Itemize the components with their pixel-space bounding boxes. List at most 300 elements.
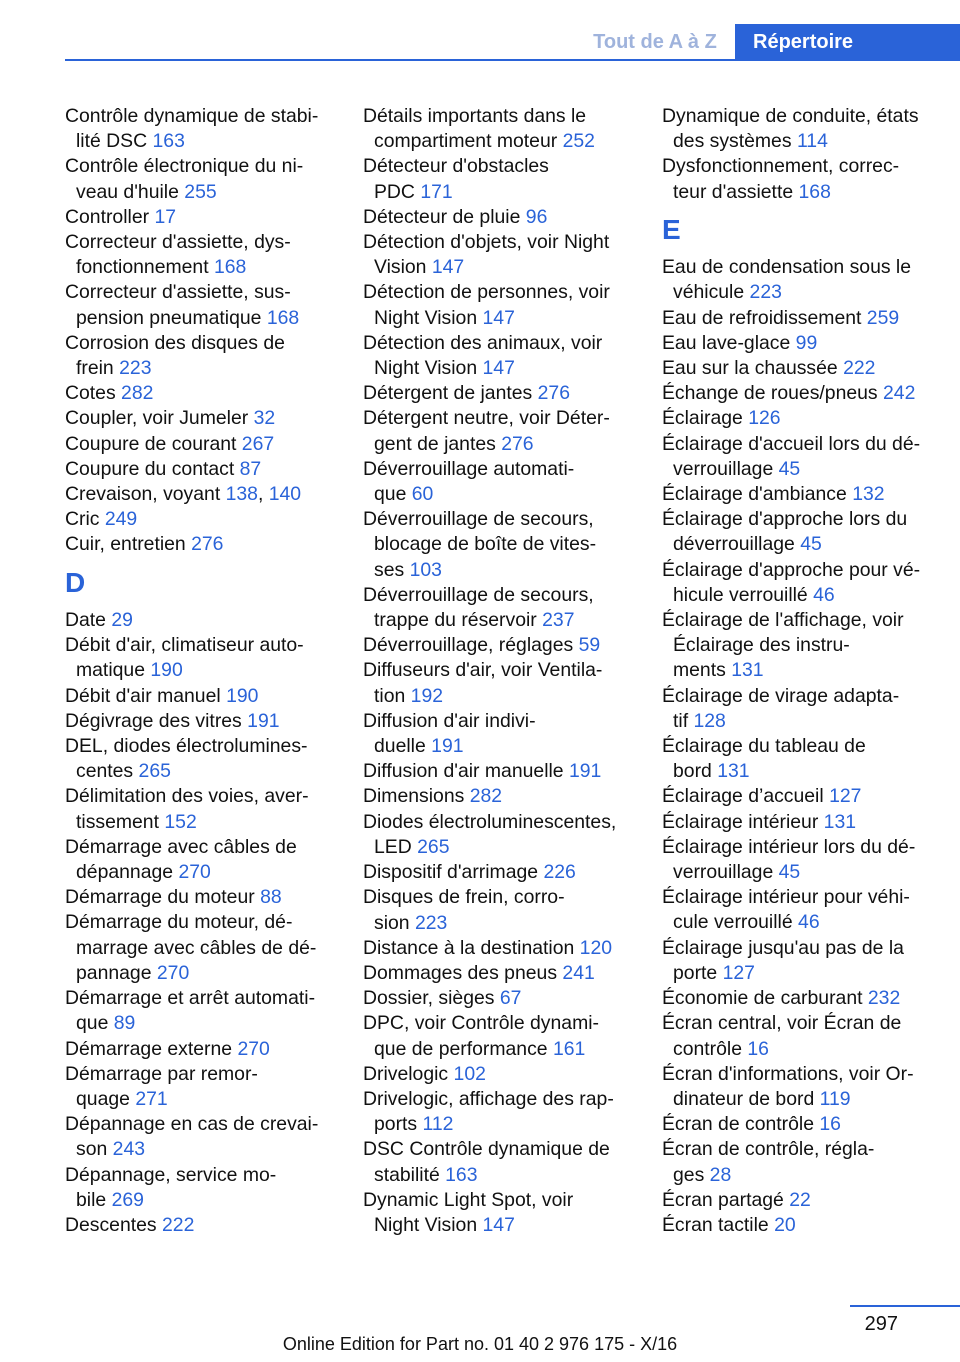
index-entry-text: Déverrouillage de secours, bbox=[363, 583, 594, 606]
index-section-letter: E bbox=[662, 213, 681, 245]
index-entry-text: que bbox=[374, 483, 407, 506]
page-reference-link[interactable]: 60 bbox=[411, 483, 434, 506]
index-entry-text: Éclairage bbox=[662, 407, 743, 430]
index-entry bbox=[662, 684, 934, 709]
index-entry-text: ses bbox=[374, 558, 405, 581]
page-reference-link[interactable]: 270 bbox=[156, 961, 190, 984]
index-entry-text: Écran de contrôle, régla- bbox=[662, 1138, 875, 1161]
index-entry bbox=[363, 583, 635, 608]
index-entry-text: Débit d'air, climatiseur auto- bbox=[65, 634, 304, 657]
page-reference-link[interactable]: 114 bbox=[796, 130, 828, 153]
index-entry-continuation bbox=[65, 759, 337, 784]
index-entry bbox=[65, 154, 337, 179]
page-reference-link[interactable]: 147 bbox=[482, 357, 515, 380]
index-entry-text: Détection d'objets, voir Night bbox=[363, 231, 610, 254]
page-reference-link[interactable]: 17 bbox=[154, 205, 177, 228]
index-entry-text: Éclairage de virage adapta- bbox=[662, 684, 900, 707]
index-entry-text: Échange de roues/pneus bbox=[662, 382, 878, 405]
index-entry bbox=[65, 709, 337, 734]
page-reference-link[interactable]: 192 bbox=[410, 684, 444, 707]
index-entry-text: Cuir, entretien bbox=[65, 533, 186, 556]
index-entry-text: que bbox=[76, 1012, 109, 1035]
index-entry bbox=[65, 633, 337, 658]
index-column-1 bbox=[65, 104, 337, 1238]
page-reference-link[interactable]: 223 bbox=[119, 357, 152, 380]
index-entry-text: Night Vision bbox=[374, 357, 478, 380]
index-entry bbox=[662, 1188, 934, 1213]
page-reference-link[interactable]: 191 bbox=[247, 709, 280, 732]
index-entry bbox=[363, 810, 635, 835]
index-entry-text: tion bbox=[374, 684, 406, 707]
index-entry-text: ports bbox=[374, 1113, 418, 1136]
page-reference-link[interactable]: 190 bbox=[226, 684, 259, 707]
index-entry-text: Éclairage d’accueil bbox=[662, 785, 824, 808]
index-entry-text: ments bbox=[673, 659, 726, 682]
page-reference-link[interactable]: 87 bbox=[239, 457, 262, 480]
index-entry bbox=[662, 810, 934, 835]
page-reference-link[interactable]: 222 bbox=[162, 1213, 195, 1236]
page-reference-link[interactable]: 132 bbox=[852, 483, 885, 506]
index-entry-text: teur d'assiette bbox=[673, 180, 794, 203]
index-entry bbox=[662, 986, 934, 1011]
index-entry-continuation bbox=[363, 255, 635, 280]
index-entry bbox=[363, 709, 635, 734]
index-entry-continuation bbox=[65, 810, 337, 835]
index-entry-text: Déverrouillage, réglages bbox=[363, 634, 574, 657]
page-reference-link[interactable]: 147 bbox=[431, 256, 465, 279]
index-entry bbox=[363, 406, 635, 431]
index-entry-continuation bbox=[363, 482, 635, 507]
index-entry-text: trappe du réservoir bbox=[374, 609, 537, 632]
index-entry-continuation bbox=[662, 180, 934, 205]
index-entry-continuation bbox=[65, 1011, 337, 1036]
page-reference-link[interactable]: 127 bbox=[722, 961, 755, 984]
page-reference-link[interactable]: 168 bbox=[213, 256, 247, 279]
page-reference-link[interactable]: 168 bbox=[798, 180, 831, 203]
index-entry-text: Dispositif d'arrimage bbox=[363, 861, 539, 884]
index-section-letter: D bbox=[65, 566, 86, 598]
index-entry bbox=[65, 432, 337, 457]
index-entry-continuation bbox=[662, 457, 934, 482]
index-entry bbox=[662, 356, 934, 381]
page-reference-link[interactable]: 126 bbox=[748, 407, 781, 430]
index-entry bbox=[662, 255, 934, 280]
index-entry-text: Éclairage de l'affichage, voir bbox=[662, 609, 904, 632]
index-entry-text: Éclairage d'ambiance bbox=[662, 483, 847, 506]
index-entry bbox=[363, 331, 635, 356]
page-reference-link[interactable]: 16 bbox=[747, 1037, 769, 1060]
page-reference-link[interactable]: 271 bbox=[135, 1087, 168, 1110]
page-reference-link[interactable]: 102 bbox=[453, 1062, 486, 1085]
page-reference-link[interactable]: 190 bbox=[150, 659, 183, 682]
index-entry-text: Eau de refroidissement bbox=[662, 306, 862, 329]
index-entry bbox=[363, 507, 635, 532]
index-entry bbox=[363, 230, 635, 255]
index-entry-text: stabilité bbox=[374, 1163, 440, 1186]
page-reference-link[interactable]: 163 bbox=[445, 1163, 478, 1186]
page-reference-link[interactable]: 168 bbox=[266, 306, 300, 329]
page-reference-link[interactable]: 29 bbox=[111, 609, 133, 632]
index-entry-continuation bbox=[363, 180, 635, 205]
index-entry bbox=[65, 1213, 337, 1238]
index-entry-text: Dommages des pneus bbox=[363, 961, 558, 984]
index-entry bbox=[363, 885, 635, 910]
index-entry-continuation bbox=[662, 280, 934, 305]
tab-tout-de-a-a-z[interactable]: Tout de A à Z bbox=[593, 31, 717, 53]
index-entry bbox=[65, 507, 337, 532]
index-entry-text: Éclairage intérieur bbox=[662, 810, 819, 833]
page-reference-link[interactable]: 138 bbox=[225, 483, 258, 506]
index-entry-text: Démarrage et arrêt automati- bbox=[65, 987, 316, 1010]
index-entry-text: Distance à la destination bbox=[363, 936, 575, 959]
page-reference-link[interactable]: 171 bbox=[420, 180, 453, 203]
page-reference-link[interactable]: 140 bbox=[268, 483, 302, 506]
index-entry-continuation bbox=[65, 306, 337, 331]
index-entry bbox=[662, 432, 934, 457]
page-reference-link[interactable]: 131 bbox=[731, 659, 764, 682]
page-reference-link[interactable]: 270 bbox=[178, 861, 211, 884]
index-entry-text: ges bbox=[673, 1163, 705, 1186]
index-entry bbox=[65, 734, 337, 759]
page-reference-link[interactable]: 112 bbox=[422, 1113, 454, 1136]
page-reference-link[interactable]: 22 bbox=[789, 1188, 811, 1211]
index-entry bbox=[65, 532, 337, 557]
index-entry-text: bord bbox=[673, 760, 712, 783]
index-entry-text: DEL, diodes électrolumines- bbox=[65, 735, 308, 758]
index-entry-text: Date bbox=[65, 609, 106, 632]
index-entry-text: Éclairage d'approche pour vé- bbox=[662, 558, 921, 581]
index-entry-text: Démarrage avec câbles de bbox=[65, 835, 297, 858]
index-entry-continuation bbox=[363, 734, 635, 759]
index-entry bbox=[65, 1062, 337, 1087]
page-reference-link[interactable]: 147 bbox=[482, 306, 515, 329]
index-entry-continuation bbox=[65, 860, 337, 885]
page-reference-link[interactable]: 147 bbox=[482, 1213, 515, 1236]
index-entry-text: Éclairage jusqu'au pas de la bbox=[662, 936, 904, 959]
index-entry-text: Coupure de courant bbox=[65, 432, 237, 455]
index-entry bbox=[662, 104, 934, 129]
index-entry-text: Coupure du contact bbox=[65, 457, 235, 480]
page-reference-link[interactable]: 59 bbox=[578, 634, 601, 657]
page-reference-link[interactable]: 46 bbox=[813, 583, 835, 606]
index-entry-text: Diffusion d'air indivi- bbox=[363, 709, 536, 732]
index-entry-continuation bbox=[65, 1188, 337, 1213]
index-entry-text: tif bbox=[673, 709, 689, 732]
index-entry-text: Éclairage des instru- bbox=[673, 634, 850, 657]
page-reference-link[interactable]: 282 bbox=[469, 785, 503, 808]
index-entry-text: gent de jantes bbox=[374, 432, 496, 455]
index-entry-text: Contrôle électronique du ni- bbox=[65, 155, 304, 178]
page-reference-link[interactable]: 267 bbox=[241, 432, 275, 455]
index-entry-continuation bbox=[662, 633, 934, 658]
page-reference-link[interactable]: 243 bbox=[112, 1138, 146, 1161]
page-reference-link[interactable]: 119 bbox=[819, 1087, 851, 1110]
page-reference-link[interactable]: 45 bbox=[778, 457, 801, 480]
index-entry-continuation bbox=[363, 532, 635, 557]
page-reference-link[interactable]: 269 bbox=[111, 1188, 144, 1211]
page-reference-link[interactable]: 265 bbox=[417, 835, 450, 858]
index-entry-continuation bbox=[363, 558, 635, 583]
index-entry-text: Déverrouillage automati- bbox=[363, 457, 575, 480]
index-entry-text: contrôle bbox=[673, 1037, 742, 1060]
index-entry bbox=[65, 406, 337, 431]
index-entry bbox=[65, 684, 337, 709]
index-entry-text: quage bbox=[76, 1087, 130, 1110]
index-entry-text: Éclairage intérieur lors du dé- bbox=[662, 835, 916, 858]
index-entry-continuation bbox=[363, 432, 635, 457]
index-entry-text: Diffuseurs d'air, voir Ventila- bbox=[363, 659, 603, 682]
index-entry-text: Eau lave-glace bbox=[662, 331, 791, 354]
index-entry-text: Dysfonctionnement, correc- bbox=[662, 155, 900, 178]
index-entry bbox=[662, 381, 934, 406]
index-entry-text: Détergent neutre, voir Déter- bbox=[363, 407, 610, 430]
index-entry-continuation bbox=[662, 532, 934, 557]
index-entry bbox=[662, 331, 934, 356]
index-entry-continuation bbox=[662, 860, 934, 885]
page-reference-link[interactable]: 67 bbox=[499, 987, 522, 1010]
index-entry-continuation bbox=[662, 1163, 934, 1188]
index-entry-continuation bbox=[65, 180, 337, 205]
page-reference-link[interactable]: 276 bbox=[537, 382, 570, 405]
index-entry bbox=[363, 154, 635, 179]
index-entry bbox=[363, 633, 635, 658]
index-entry-text: Détecteur de pluie bbox=[363, 205, 521, 228]
page-reference-link[interactable]: 152 bbox=[164, 810, 197, 833]
index-entry-text: Écran tactile bbox=[662, 1213, 769, 1236]
index-entry bbox=[65, 1163, 337, 1188]
page-reference-link[interactable]: 223 bbox=[749, 281, 782, 304]
index-entry bbox=[662, 784, 934, 809]
index-entry-continuation bbox=[65, 961, 337, 986]
tab-repertoire[interactable]: Répertoire bbox=[735, 24, 960, 61]
index-column-2 bbox=[363, 104, 635, 1238]
index-entry bbox=[662, 482, 934, 507]
index-column-3 bbox=[662, 104, 934, 1238]
index-entry-text: Dimensions bbox=[363, 785, 465, 808]
page-reference-link[interactable]: 96 bbox=[525, 205, 548, 228]
page-reference-link[interactable]: 131 bbox=[717, 760, 750, 783]
index-entry bbox=[662, 558, 934, 583]
page-reference-link[interactable]: 242 bbox=[883, 382, 916, 405]
index-entry-text: matique bbox=[76, 659, 145, 682]
page-reference-link[interactable]: 191 bbox=[431, 735, 464, 758]
index-entry-text: bile bbox=[76, 1188, 107, 1211]
page-reference-link[interactable]: 237 bbox=[542, 609, 575, 632]
index-entry-text: compartiment moteur bbox=[374, 130, 558, 153]
page-reference-link[interactable]: 226 bbox=[543, 861, 576, 884]
page-reference-link[interactable]: 222 bbox=[843, 357, 876, 380]
index-entry-text: Eau sur la chaussée bbox=[662, 357, 838, 380]
page-reference-link[interactable]: 252 bbox=[562, 130, 595, 153]
index-entry bbox=[65, 784, 337, 809]
index-entry-text: Débit d'air manuel bbox=[65, 684, 221, 707]
index-entry-text: centes bbox=[76, 760, 134, 783]
index-entry-text: verrouillage bbox=[673, 861, 774, 884]
index-entry bbox=[363, 759, 635, 784]
index-entry-text: duelle bbox=[374, 735, 426, 758]
page-reference-link[interactable]: 249 bbox=[104, 508, 138, 531]
index-entry-text: Descentes bbox=[65, 1213, 157, 1236]
page-reference-link[interactable]: 120 bbox=[579, 936, 613, 959]
index-entry-continuation bbox=[662, 129, 934, 154]
index-entry bbox=[363, 104, 635, 129]
index-entry-text: tissement bbox=[76, 810, 159, 833]
index-entry-text: PDC bbox=[374, 180, 415, 203]
index-entry bbox=[65, 104, 337, 129]
index-entry-text: des systèmes bbox=[673, 130, 792, 153]
index-entry: Crevaison, voyant 138, 140 bbox=[65, 483, 302, 506]
page-reference-link[interactable]: 16 bbox=[819, 1113, 841, 1136]
index-entry bbox=[662, 1011, 934, 1036]
page-reference-link[interactable]: 161 bbox=[552, 1037, 586, 1060]
index-entry-text: Eau de condensation sous le bbox=[662, 256, 912, 279]
index-entry-text: Drivelogic, affichage des rap- bbox=[363, 1087, 614, 1110]
index-entry bbox=[363, 1087, 635, 1112]
page-reference-link[interactable]: 99 bbox=[795, 331, 818, 354]
index-entry-text: Coupler, voir Jumeler bbox=[65, 407, 249, 430]
index-entry-text: veau d'huile bbox=[76, 180, 179, 203]
page-reference-link[interactable]: 128 bbox=[693, 709, 726, 732]
index-entry-text: pension pneumatique bbox=[76, 306, 262, 329]
index-entry-text: Night Vision bbox=[374, 306, 478, 329]
index-entry-text: Dynamic Light Spot, voir bbox=[363, 1188, 574, 1211]
page-reference-link[interactable]: 45 bbox=[800, 533, 822, 556]
page-number: 297 bbox=[864, 1313, 898, 1335]
index-entry bbox=[65, 1112, 337, 1137]
index-entry-text: Dossier, sièges bbox=[363, 987, 495, 1010]
index-entry-text: Night Vision bbox=[374, 1213, 478, 1236]
index-entry bbox=[662, 734, 934, 759]
index-entry-text: Démarrage externe bbox=[65, 1037, 233, 1060]
index-entry-continuation bbox=[65, 658, 337, 683]
index-entry-continuation bbox=[65, 255, 337, 280]
index-entry-text: Détecteur d'obstacles bbox=[363, 155, 549, 178]
index-entry bbox=[662, 1137, 934, 1162]
index-entry-text: DPC, voir Contrôle dynami- bbox=[363, 1012, 599, 1035]
page-reference-link[interactable]: 191 bbox=[568, 760, 602, 783]
page-reference-link[interactable]: 88 bbox=[260, 886, 282, 909]
index-entry bbox=[65, 457, 337, 482]
index-entry-text: Drivelogic bbox=[363, 1062, 449, 1085]
page-reference-link[interactable]: 276 bbox=[191, 533, 224, 556]
page-reference-link[interactable]: 265 bbox=[138, 760, 171, 783]
index-entry-continuation bbox=[363, 608, 635, 633]
index-entry-continuation bbox=[662, 709, 934, 734]
page-reference-link[interactable]: 89 bbox=[113, 1012, 136, 1035]
page-reference-link[interactable]: 276 bbox=[501, 432, 534, 455]
index-entry-text: Dynamique de conduite, états bbox=[662, 105, 919, 127]
index-entry-text: Détergent de jantes bbox=[363, 382, 533, 405]
index-entry-text: Éclairage du tableau de bbox=[662, 735, 866, 758]
page-reference-link[interactable]: 20 bbox=[774, 1213, 796, 1236]
index-entry-text: dinateur de bord bbox=[673, 1087, 815, 1110]
index-entry bbox=[65, 608, 337, 633]
index-entry-text: Cotes bbox=[65, 382, 116, 405]
page-reference-link[interactable]: 282 bbox=[121, 382, 154, 405]
page-reference-link[interactable]: 270 bbox=[237, 1037, 270, 1060]
page-reference-link[interactable]: 46 bbox=[798, 911, 820, 934]
index-entry-text: DSC Contrôle dynamique de bbox=[363, 1138, 610, 1161]
index-entry-text: Dépannage en cas de crevai- bbox=[65, 1113, 319, 1136]
index-entry-text: Démarrage du moteur, dé- bbox=[65, 911, 293, 934]
index-entry-text: verrouillage bbox=[673, 457, 774, 480]
index-entry-continuation bbox=[65, 129, 337, 154]
index-entry-continuation bbox=[662, 1087, 934, 1112]
page-reference-link[interactable]: 232 bbox=[867, 987, 901, 1010]
index-entry-text: marrage avec câbles de dé- bbox=[76, 936, 317, 959]
page-reference-link[interactable]: 241 bbox=[562, 961, 595, 984]
index-entry bbox=[662, 835, 934, 860]
index-entry bbox=[363, 936, 635, 961]
index-entry-text: Dépannage, service mo- bbox=[65, 1163, 277, 1186]
index-entry bbox=[662, 1062, 934, 1087]
index-entry-text: Disques de frein, corro- bbox=[363, 886, 565, 909]
index-entry-text: Écran d'informations, voir Or- bbox=[662, 1062, 914, 1085]
index-entry-text: Démarrage par remor- bbox=[65, 1062, 258, 1085]
index-entry bbox=[662, 608, 934, 633]
page-reference-link[interactable]: 103 bbox=[409, 558, 442, 581]
index-entry bbox=[363, 1062, 635, 1087]
index-entry bbox=[65, 910, 337, 935]
index-entry bbox=[363, 205, 635, 230]
index-entry bbox=[363, 658, 635, 683]
index-entry-text: Correcteur d'assiette, sus- bbox=[65, 281, 291, 304]
index-entry bbox=[662, 1112, 934, 1137]
index-entry-text: lité DSC bbox=[76, 130, 148, 153]
index-entry-text: que de performance bbox=[374, 1037, 548, 1060]
index-entry-text: Cric bbox=[65, 508, 100, 531]
index-entry-continuation bbox=[65, 1137, 337, 1162]
index-entry bbox=[65, 885, 337, 910]
index-entry-text: frein bbox=[76, 357, 114, 380]
page-reference-link[interactable]: 259 bbox=[866, 306, 900, 329]
page-reference-link[interactable]: 127 bbox=[829, 785, 862, 808]
index-entry bbox=[662, 1213, 934, 1238]
index-entry-continuation bbox=[662, 759, 934, 784]
index-entry-text: pannage bbox=[76, 961, 152, 984]
index-entry bbox=[662, 406, 934, 431]
index-entry bbox=[65, 230, 337, 255]
index-entry-text: véhicule bbox=[673, 281, 745, 304]
page-reference-link[interactable]: 255 bbox=[184, 180, 217, 203]
index-entry-continuation bbox=[363, 356, 635, 381]
edition-note: Online Edition for Part no. 01 40 2 976 175 - X/16 bbox=[282, 1334, 678, 1354]
page-reference-link[interactable]: 45 bbox=[778, 861, 801, 884]
index-entry bbox=[65, 986, 337, 1011]
index-entry-text: Éclairage d'accueil lors du dé- bbox=[662, 432, 921, 455]
index-entry bbox=[65, 205, 337, 230]
index-entry-text: Démarrage du moteur bbox=[65, 886, 255, 909]
index-entry-text: Controller bbox=[65, 205, 150, 228]
index-entry-text: Déverrouillage de secours, bbox=[363, 508, 594, 531]
page-reference-link[interactable]: 223 bbox=[414, 911, 448, 934]
index-entry bbox=[65, 835, 337, 860]
index-entry-continuation bbox=[65, 356, 337, 381]
index-entry-continuation bbox=[363, 1163, 635, 1188]
index-entry bbox=[363, 860, 635, 885]
index-entry bbox=[363, 381, 635, 406]
page-reference-link[interactable]: 32 bbox=[253, 407, 276, 430]
page-reference-link[interactable]: 131 bbox=[823, 810, 857, 833]
index-entry-text: déverrouillage bbox=[673, 533, 795, 556]
page-reference-link[interactable]: 28 bbox=[709, 1163, 732, 1186]
index-entry-continuation bbox=[363, 911, 635, 936]
index-entry bbox=[662, 154, 934, 179]
page-reference-link[interactable]: 163 bbox=[152, 130, 185, 153]
index-entry bbox=[662, 885, 934, 910]
index-entry-text: Détection de personnes, voir bbox=[363, 281, 610, 304]
index-entry bbox=[363, 784, 635, 809]
